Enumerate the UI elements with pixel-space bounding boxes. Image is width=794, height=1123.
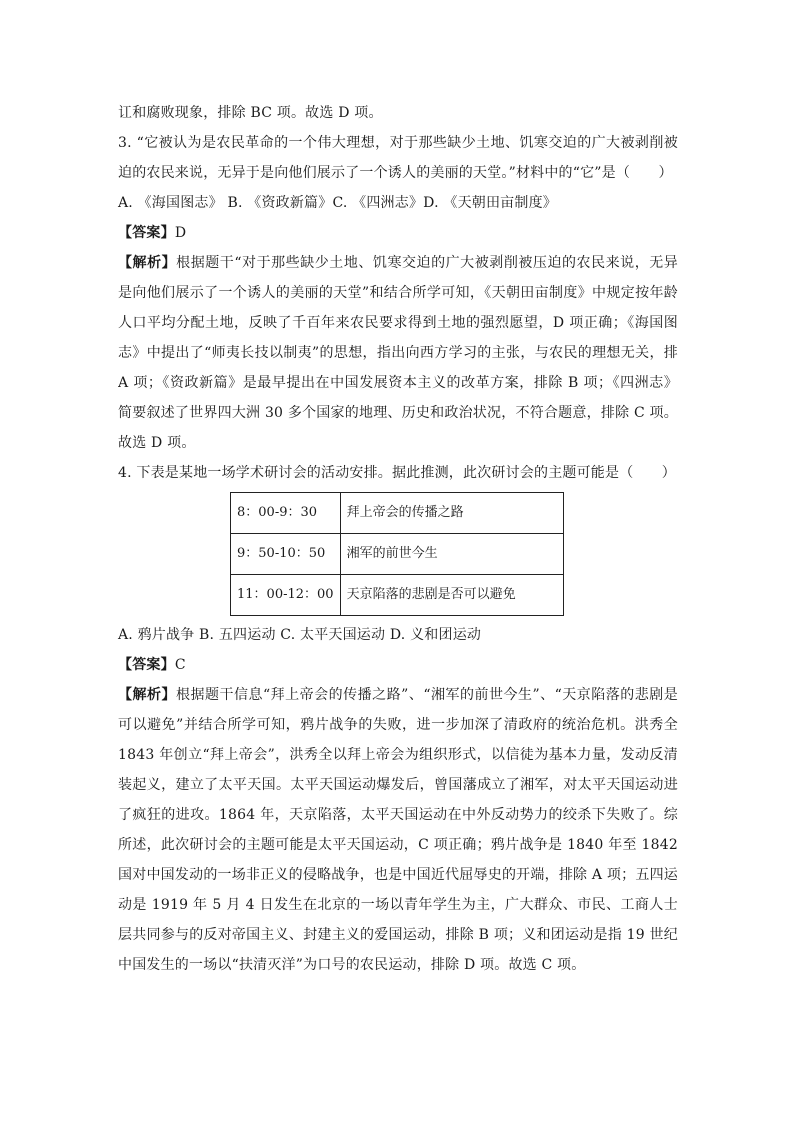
schedule-time: 8：00-9：30 (231, 493, 341, 534)
question-4 (118, 458, 678, 980)
answer-line (118, 650, 678, 680)
question-options: A. 《海国图志》 B. 《资政新篇》C. 《四洲志》D. 《天朝田亩制度》 (118, 195, 557, 211)
analysis-line: 志》中提出了“师夷长技以制夷”的思想，指出向西方学习的主张，与农民的理想无关，排 (118, 345, 678, 361)
answer-value: C (174, 657, 186, 673)
analysis-line: 简要叙述了世界四大洲 30 多个国家的地理、历史和政治状况，不符合题意，排除 C 项。 (118, 405, 678, 421)
analysis-line: 国对中国发动的一场非正义的侵略战争，也是中国近代屈辱史的开端，排除 A 项；五四运 (118, 867, 678, 883)
schedule-time: 9：50-10：50 (231, 534, 341, 575)
schedule-table (230, 492, 564, 616)
analysis-text: 根据题干“对于那些缺少土地、饥寒交迫的广大被剥削被压迫的农民来说，无异 (176, 255, 678, 271)
analysis-line: 是向他们展示了一个诱人的美丽的天堂”和结合所学可知，《天朝田亩制度》中规定按年龄 (118, 285, 678, 301)
analysis-line: 层共同参与的反对帝国主义、封建主义的爱国运动，排除 B 项；义和团运动是指 19 世纪 (118, 927, 678, 943)
schedule-topic: 湘军的前世今生 (340, 534, 563, 575)
analysis-line: 动是 1919 年 5 月 4 日发生在北京的一场以青年学生为主，广大群众、市民、工商人士 (118, 897, 678, 913)
analysis-line: 中国发生的一场以“扶清灭洋”为口号的农民运动，排除 D 项。故选 C 项。 (118, 957, 586, 973)
analysis-line: 可以避免”并结合所学可知，鸦片战争的失败，进一步加深了清政府的统治危机。洪秀全 (118, 717, 678, 733)
analysis-line: A 项；《资政新篇》是最早提出在中国发展资本主义的改革方案，排除 B 项；《四洲志》 (118, 375, 678, 391)
schedule-time: 11：00-12：00 (231, 575, 341, 616)
question-stem-line: 3. “它被认为是农民革命的一个伟大理想，对于那些缺少土地、饥寒交迫的广大被剥削被 (118, 135, 678, 151)
table-row (231, 534, 564, 575)
table-row (231, 493, 564, 534)
table-row (231, 575, 564, 616)
analysis-line: 所述，此次研讨会的主题可能是太平天国运动，C 项正确；鸦片战争是 1840 年至 1842 (118, 837, 678, 853)
analysis-line: 装起义，建立了太平天国。太平天国运动爆发后，曾国藩成立了湘军，对太平天国运动进 (118, 777, 678, 793)
answer-line (118, 218, 678, 248)
analysis-line (118, 680, 678, 710)
question-options: A. 鸦片战争 B. 五四运动 C. 太平天国运动 D. 义和团运动 (118, 627, 482, 643)
question-stem-line: 迫的农民来说，无异于是向他们展示了一个诱人的美丽的天堂。”材料中的“它”是（ ） (118, 165, 673, 181)
answer-tag: 【答案】 (118, 225, 175, 241)
analysis-tag: 【解析】 (118, 687, 176, 703)
analysis-line: 人口平均分配土地，反映了千百年来农民要求得到土地的强烈愿望，D 项正确；《海国图 (118, 315, 678, 331)
schedule-topic: 拜上帝会的传播之路 (340, 493, 563, 534)
answer-value: D (174, 225, 187, 241)
analysis-text: 根据题干信息“拜上帝会的传播之路”、“湘军的前世今生”、“天京陷落的悲剧是 (176, 687, 678, 703)
document-page (118, 98, 678, 980)
answer-tag: 【答案】 (118, 657, 175, 673)
analysis-tag: 【解析】 (118, 255, 177, 271)
question-3 (118, 128, 678, 458)
analysis-line: 故选 D 项。 (118, 435, 196, 451)
analysis-line (118, 248, 678, 278)
text-line: 讧和腐败现象，排除 BC 项。故选 D 项。 (118, 105, 383, 121)
analysis-line: 了疯狂的进攻。1864 年，天京陷落，太平天国运动在中外反动势力的绞杀下失败了。综 (118, 807, 678, 823)
schedule-topic: 天京陷落的悲剧是否可以避免 (340, 575, 563, 616)
analysis-line: 1843 年创立“拜上帝会”，洪秀全以拜上帝会为组织形式，以信徒为基本力量，发动反清 (118, 747, 678, 763)
question-stem-line: 4. 下表是某地一场学术研讨会的活动安排。据此推测，此次研讨会的主题可能是（ ） (118, 465, 677, 481)
